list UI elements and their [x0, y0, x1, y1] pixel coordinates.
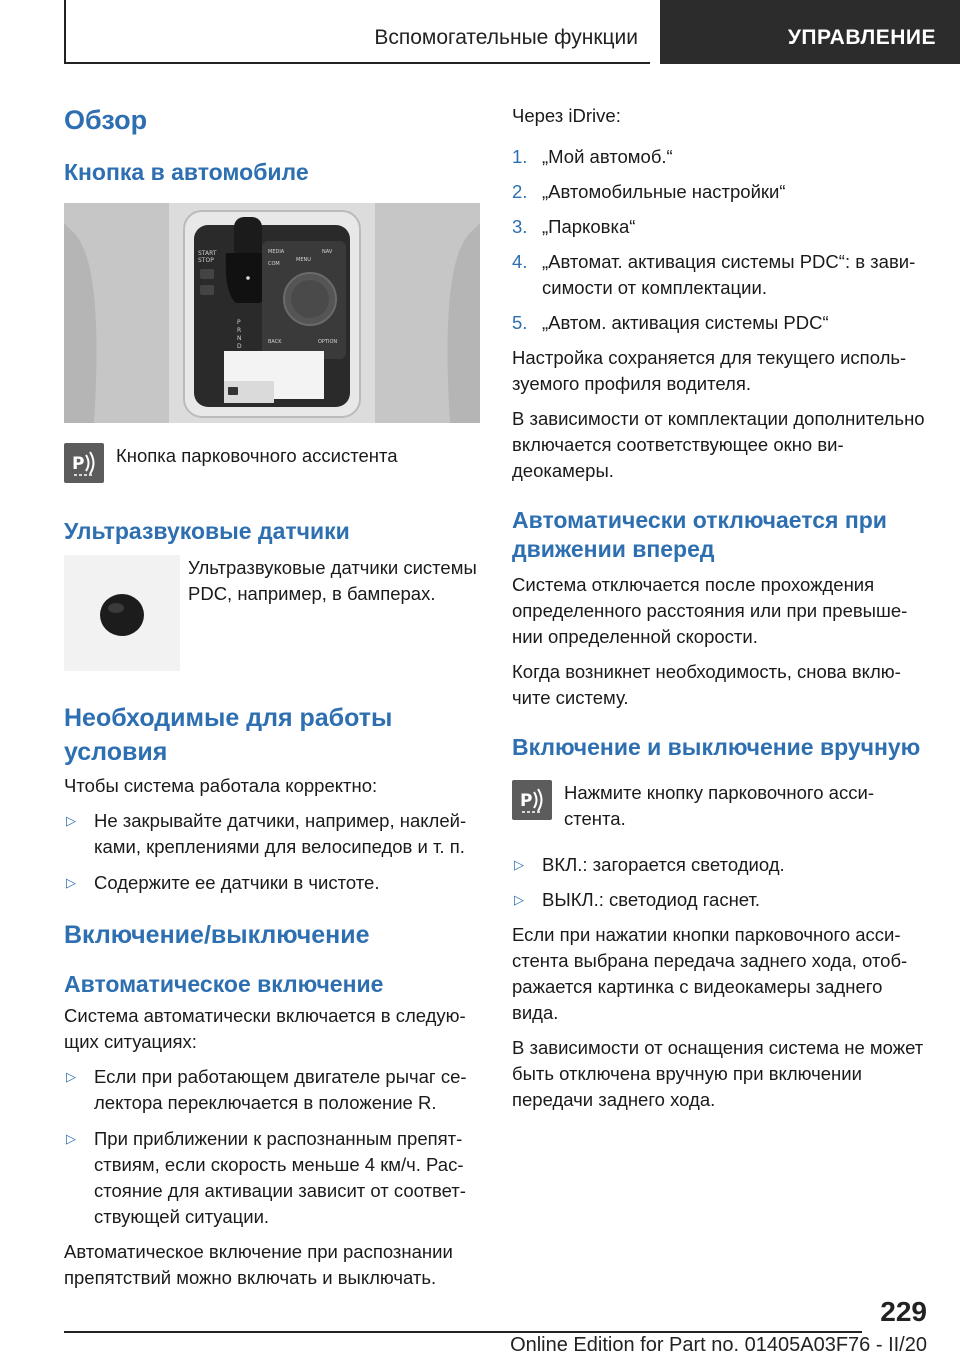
triangle-bullet-icon: ▷ [66, 1131, 76, 1146]
footer-divider [64, 1331, 862, 1333]
auto-activation-item: ▷ При приближении к распознанным препятствиям, если скорость меньше 4 км/ч. Расстояние для активации зависит от соответствующей ситуации. [66, 1128, 466, 1227]
on-off-heading: Включение/выключение [64, 921, 370, 949]
console-label-back: BACK [268, 339, 282, 345]
svg-text:P: P [72, 454, 85, 474]
triangle-bullet-icon: ▷ [66, 1069, 76, 1084]
console-image [64, 203, 480, 423]
sensors-block [64, 555, 480, 671]
idrive-step: 5. „Автом. активация системы PDC“ [512, 312, 829, 333]
idrive-step: 3. „Парковка“ [512, 216, 636, 237]
manual-button-text: Нажмите кнопку парковочного ассистента. [564, 782, 874, 829]
triangle-bullet-icon: ▷ [66, 875, 76, 890]
button-in-vehicle-heading: Кнопка в автомобиле [64, 159, 309, 185]
pdc-button-caption: Кнопка парковочного ассистента [116, 445, 398, 466]
requirements-item: ▷ Содержите ее датчики в чистоте. [64, 870, 480, 896]
requirements-heading: Необходимые для работы условия [64, 704, 393, 766]
manual-item: ▷ ВКЛ.: загорается светодиод. [512, 852, 928, 878]
manual-button-row [512, 780, 928, 832]
right-column [512, 100, 928, 1113]
reverse-camera-text: Если при нажатии кнопки парковочного ассистента выбрана передача заднего хода, отображается картинка с видеокамеры заднего вида. [512, 924, 908, 1023]
auto-off-text-1: Система отключается после прохождения определенного расстояния или при превышении определенной скорости. [512, 574, 908, 647]
overview-heading: Обзор [64, 105, 148, 135]
header-section-box [64, 0, 650, 64]
console-label-p: P [237, 319, 241, 326]
page-header [0, 0, 960, 66]
auto-activation-intro: Система автоматически включается в следующих ситуациях: [64, 1005, 466, 1052]
console-label-com: COM [268, 261, 280, 267]
auto-activation-list [64, 1064, 480, 1230]
auto-activation-heading: Автоматическое включение [64, 971, 384, 997]
requirements-intro: Чтобы система работала корректно: [64, 775, 378, 796]
equipment-text: В зависимости от оснащения система не может быть отключена вручную при включении передачи заднего хода. [512, 1037, 924, 1110]
setting-saved-text: Настройка сохраняется для текущего используемого профиля водителя. [512, 347, 907, 394]
manual-item: ▷ ВЫКЛ.: светодиод гаснет. [512, 887, 928, 913]
idrive-steps [512, 144, 928, 336]
header-chapter-box [660, 0, 960, 64]
sensor-image [64, 555, 180, 671]
console-label-d: D [237, 343, 242, 350]
console-label-r: R [237, 327, 242, 334]
console-label-option: OPTION [318, 339, 338, 345]
manual-list [512, 852, 928, 913]
footer-edition: Online Edition for Part no. 01405A03F76 - II/20 [510, 1334, 927, 1356]
idrive-step: 1. „Мой автомоб.“ [512, 146, 673, 167]
parking-assistant-icon [512, 780, 552, 820]
left-column [64, 100, 480, 1291]
auto-off-heading: Автоматически отключается при движении вперед [512, 507, 887, 562]
page-number: 229 [880, 1296, 927, 1327]
idrive-intro: Через iDrive: [512, 105, 621, 126]
console-label-nav: NAV [322, 249, 333, 255]
sensors-description: Ультразвуковые датчики системы PDC, например, в бамперах. [188, 557, 477, 604]
requirements-item: ▷ Не закрывайте датчики, например, наклейками, креплениями для велосипедов и т. п. [66, 810, 467, 857]
header-chapter-title: УПРАВЛЕНИЕ [787, 26, 936, 49]
requirements-list [64, 808, 480, 896]
triangle-bullet-icon: ▷ [514, 892, 524, 907]
pdc-button-row [64, 443, 480, 487]
console-label-n: N [237, 335, 242, 342]
console-label-menu: MENU [296, 257, 311, 263]
auto-off-text-2: Когда возникнет необходимость, снова включите систему. [512, 661, 901, 708]
header-section-title: Вспомогательные функции [374, 26, 638, 49]
idrive-step: 4. „Автомат. активация системы PDC“: в зависимости от комплектации. [512, 251, 916, 298]
console-label-start: START [198, 250, 217, 257]
console-label-media: MEDIA [268, 249, 285, 255]
triangle-bullet-icon: ▷ [514, 857, 524, 872]
svg-text:P: P [520, 791, 533, 811]
sensors-heading: Ультразвуковые датчики [64, 518, 350, 544]
manual-heading: Включение и выключение вручную [512, 734, 921, 760]
idrive-step: 2. „Автомобильные настройки“ [512, 181, 786, 202]
parking-assistant-icon [64, 443, 104, 483]
triangle-bullet-icon: ▷ [66, 813, 76, 828]
auto-activation-outro: Автоматическое включение при распознании препятствий можно включать и выключать. [64, 1241, 453, 1288]
console-label-stop: STOP [198, 257, 214, 264]
auto-activation-item: ▷ Если при работающем двигателе рычаг селектора переключается в положение R. [66, 1066, 467, 1113]
camera-window-text: В зависимости от комплектации дополнительно включается соответствующее окно видеокамеры. [512, 408, 925, 481]
